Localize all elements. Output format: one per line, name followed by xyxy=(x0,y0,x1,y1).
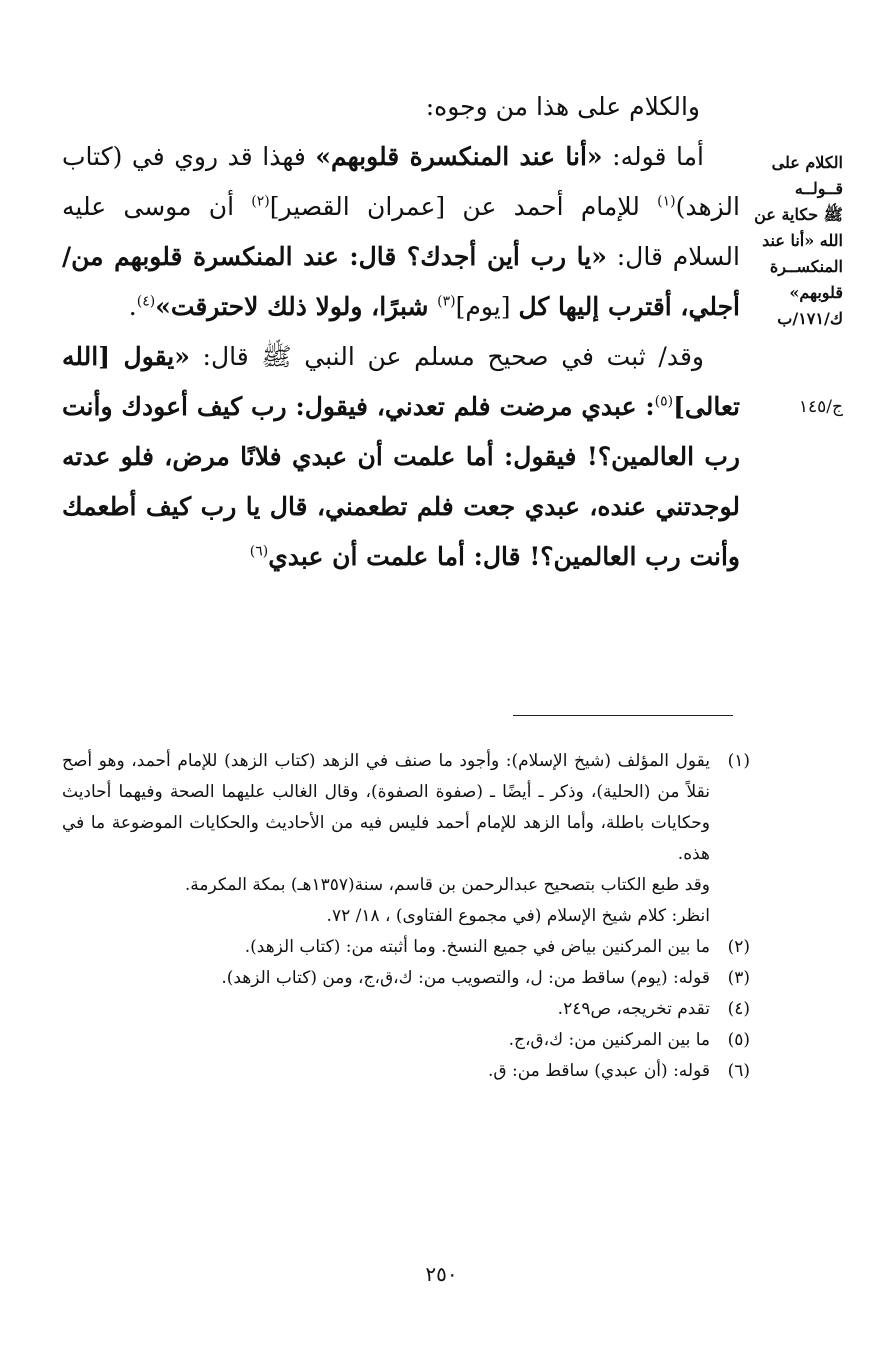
text-run: . xyxy=(128,292,137,321)
footnote-text: قوله: (يوم) ساقط من: ل، والتصويب من: ك،ق،ج، ومن (كتاب الزهد). xyxy=(221,968,710,988)
manuscript-ref: ك/١٧١/ب xyxy=(777,309,843,328)
footnote-1 xyxy=(62,746,750,932)
footnote-text: انظر: كلام شيخ الإسلام (في مجموع الفتاوى) ، ١٨/ ٧٢. xyxy=(326,906,710,926)
text-run: أن موسى عليه السلام قال: xyxy=(62,192,740,271)
footnote-ref-2[interactable]: (٢) xyxy=(251,193,270,210)
section-heading: والكلام على هذا من وجوه: xyxy=(425,92,700,121)
footnote-text: يقول المؤلف (شيخ الإسلام): وأجود ما صنف في الزهد (كتاب الزهد) للإمام أحمد، وهو أصح نقلاً من (الحلية)، وذكر ـ أيضًا ـ (صفوة الصفوة)، وقال الغالب عليهما الصحة وفيهما أحاديث وحكايات باطلة، وأما الزهد للإمام أحمد فليس فيه من الأحاديث والحكايات الموضوعة ما في هذه. xyxy=(62,751,710,864)
footnote-number: (٦) xyxy=(727,1061,750,1081)
footnote-ref-3[interactable]: (٣) xyxy=(437,293,456,310)
quote-bold: «يقول [الله تعالى] xyxy=(62,342,740,421)
footnote-body xyxy=(62,932,710,963)
footnote-body xyxy=(62,963,710,994)
paragraph-1 xyxy=(62,132,740,332)
footnote-ref-4[interactable]: (٤) xyxy=(136,293,156,310)
footnote-ref-5[interactable]: (٥) xyxy=(654,393,674,410)
footnote-ref-6[interactable]: (٦) xyxy=(249,543,269,560)
footnote-number: (٣) xyxy=(727,968,750,988)
footnote-2 xyxy=(62,932,750,963)
text-run: وقد/ ثبت في صحيح مسلم عن النبي ﷺ قال: xyxy=(189,342,704,371)
text-run: فهذا قد روي في (كتاب الزهد) xyxy=(62,142,740,221)
footnote-6 xyxy=(62,1056,750,1087)
footnote-3 xyxy=(62,963,750,994)
quote-bold: : عبدي مرضت فلم تعدني، فيقول: رب كيف أعودك وأنت رب العالمين؟! فيقول: أما علمت أن عبدي فلانًا مرض، فلو عدته لوجدتني عنده، عبدي جعت فلم تطعمني، قال يا رب كيف أطعمك وأنت رب العالمين؟! قال: أما علمت أن عبدي xyxy=(62,392,740,571)
margin-note-line: ﷺ حكاية عن xyxy=(754,205,843,224)
footnote-number: (٥) xyxy=(727,1030,750,1050)
footnote-body xyxy=(62,1025,710,1056)
quote-bold: شبرًا، ولولا ذلك لاحترقت» xyxy=(155,292,438,321)
footnote-separator xyxy=(513,715,733,716)
footnote-body xyxy=(62,1056,710,1087)
margin-note-manuscript-ref: ج/١٤٥ xyxy=(798,397,843,417)
footnote-body xyxy=(62,746,710,932)
footnote-number: (٤) xyxy=(727,999,750,1019)
margin-note-line: قلوبهم» xyxy=(789,283,843,302)
margin-note-line: الكلام على xyxy=(771,153,843,172)
footnote-5 xyxy=(62,1025,750,1056)
margin-note-line: المنكســرة xyxy=(769,257,843,276)
footnote-text: تقدم تخريجه، ص٢٤٩. xyxy=(557,999,710,1019)
footnote-text: ما بين المركنين بياض في جميع النسخ. وما أثبته من: (كتاب الزهد). xyxy=(244,937,710,957)
footnote-body xyxy=(62,994,710,1025)
paragraph-2 xyxy=(62,332,740,582)
quote-bold: «أنا عند المنكسرة قلوبهم» xyxy=(315,142,603,171)
footnote-ref-1[interactable]: (١) xyxy=(657,193,676,210)
text-run: أما قوله: xyxy=(602,142,704,171)
footnotes xyxy=(62,746,750,1087)
quote-bold: «يا رب أين أجدك؟ قال: عند المنكسرة قلوبهم من/ أجلي، أقترب إليها كل xyxy=(62,242,740,321)
margin-note-line: الله «أنا عند xyxy=(762,231,843,250)
margin-note-line: قــولــه xyxy=(794,179,843,198)
text-run: للإمام أحمد عن [عمران القصير] xyxy=(269,192,658,221)
footnote-text: قوله: (أن عبدي) ساقط من: ق. xyxy=(488,1061,710,1081)
footnote-number: (٢) xyxy=(727,937,750,957)
footnote-text: ما بين المركنين من: ك،ق،ج. xyxy=(508,1030,710,1050)
main-text xyxy=(62,82,740,582)
footnote-number: (١) xyxy=(727,751,750,771)
footnote-text: وقد طبع الكتاب بتصحيح عبدالرحمن بن قاسم، سنة(١٣٥٧هـ) بمكة المكرمة. xyxy=(184,875,710,895)
margin-note-topic xyxy=(747,150,843,332)
page-number: ٢٥٠ xyxy=(425,1262,458,1286)
footnote-4 xyxy=(62,994,750,1025)
text-run: [يوم] xyxy=(455,292,519,321)
